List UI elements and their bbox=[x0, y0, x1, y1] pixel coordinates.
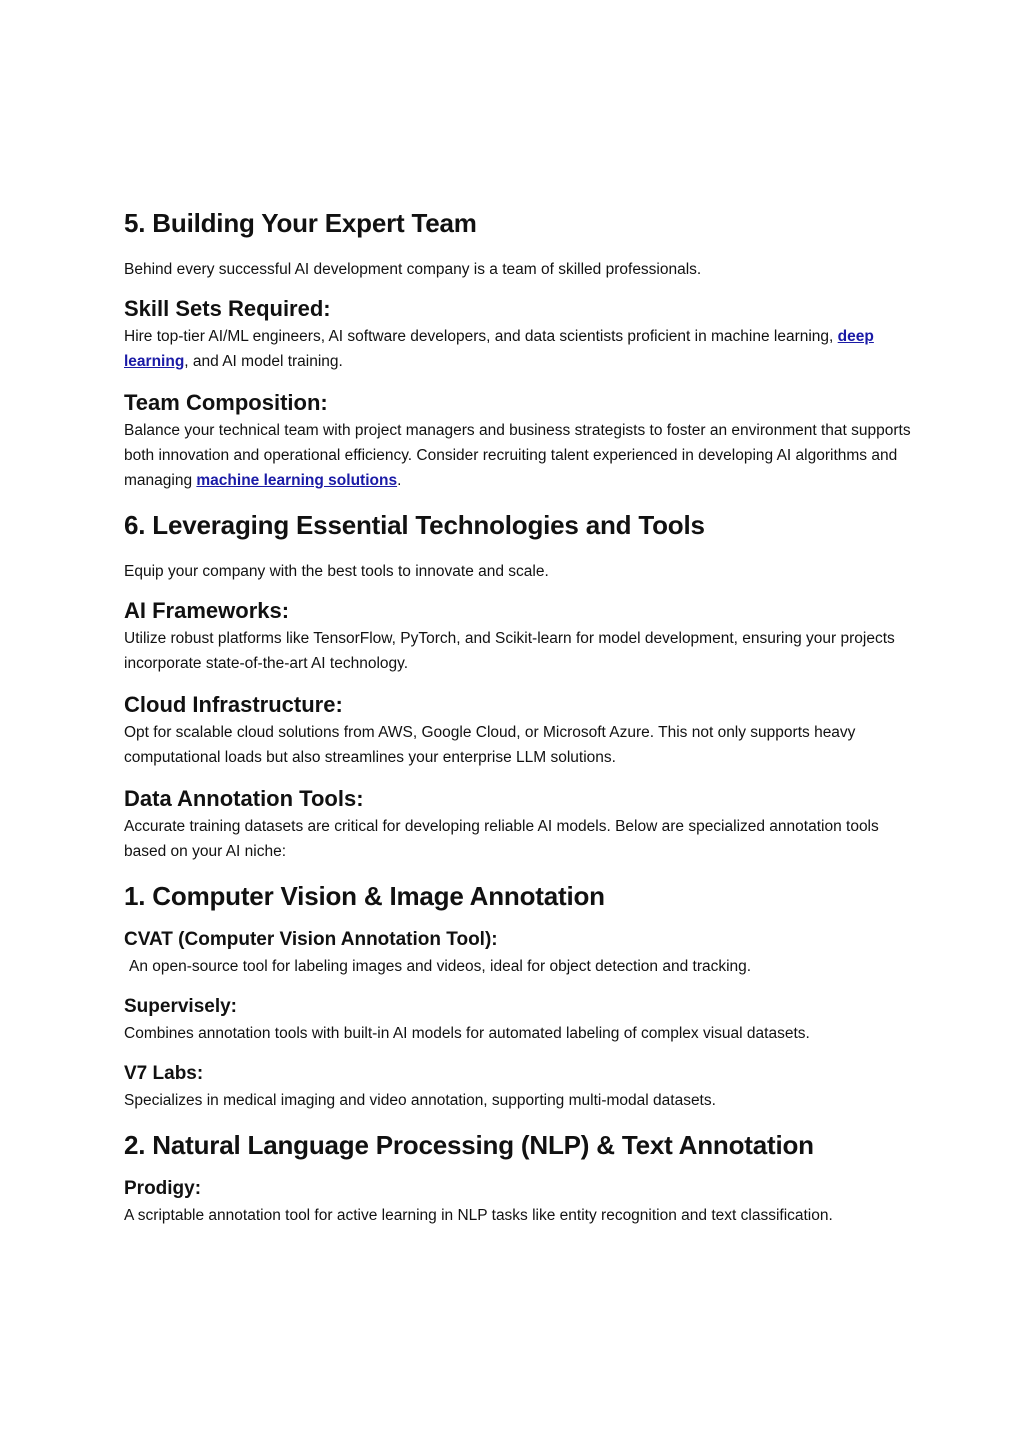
v7-labs-name: V7 Labs bbox=[124, 1063, 197, 1084]
prodigy-paragraph: A scriptable annotation tool for active learning in NLP tasks like entity recognition and text classification. bbox=[124, 1207, 833, 1224]
cvat-name: CVAT (Computer Vision Annotation Tool) bbox=[124, 929, 492, 950]
supervisely-colon: : bbox=[230, 996, 237, 1017]
data-annotation-tools-paragraph: Accurate training datasets are critical for developing reliable AI models. Below are specialized annotation tools based on your AI niche: bbox=[124, 818, 879, 860]
data-annotation-tools-heading: Data Annotation Tools: bbox=[124, 786, 364, 811]
cloud-infrastructure-heading: Cloud Infrastructure: bbox=[124, 692, 343, 717]
prodigy-heading bbox=[124, 1175, 914, 1203]
document-page bbox=[124, 205, 914, 1228]
prodigy-name: Prodigy bbox=[124, 1178, 195, 1199]
ai-frameworks-paragraph: Utilize robust platforms like TensorFlow, PyTorch, and Scikit-learn for model development, ensuring your projects incorporate state-of-the-art AI technology. bbox=[124, 630, 895, 672]
section-5-heading: 5. Building Your Expert Team bbox=[124, 208, 477, 238]
v7-labs-heading bbox=[124, 1060, 914, 1088]
cvat-colon: : bbox=[491, 929, 498, 950]
machine-learning-solutions-link[interactable]: machine learning solutions bbox=[196, 472, 398, 489]
cloud-infrastructure-paragraph: Opt for scalable cloud solutions from AWS, Google Cloud, or Microsoft Azure. This not only supports heavy computational loads but also streamlines your enterprise LLM solutions. bbox=[124, 724, 856, 766]
skill-sets-text-1: Hire top-tier AI/ML engineers, AI software developers, and data scientists proficient in machine learning, bbox=[124, 328, 838, 345]
cvat-paragraph: An open-source tool for labeling images and videos, ideal for object detection and tracking. bbox=[129, 958, 752, 975]
skill-sets-text-2: , and AI model training. bbox=[184, 353, 343, 370]
skill-sets-heading: Skill Sets Required: bbox=[124, 296, 331, 321]
ai-frameworks-heading: AI Frameworks: bbox=[124, 598, 290, 623]
v7-labs-colon: : bbox=[196, 1063, 204, 1084]
team-composition-text-2: . bbox=[397, 472, 402, 489]
team-composition-heading: Team Composition: bbox=[124, 390, 328, 415]
section-6-intro: Equip your company with the best tools to innovate and scale. bbox=[124, 563, 549, 580]
skill-sets-paragraph bbox=[124, 324, 914, 374]
prodigy-colon: : bbox=[194, 1178, 202, 1199]
supervisely-paragraph: Combines annotation tools with built-in AI models for automated labeling of complex visual datasets. bbox=[124, 1025, 810, 1042]
nlp-heading: 2. Natural Language Processing (NLP) & Text Annotation bbox=[124, 1130, 814, 1160]
v7-labs-paragraph: Specializes in medical imaging and video annotation, supporting multi-modal datasets. bbox=[124, 1092, 716, 1109]
deep-learning-link[interactable]: deep learning bbox=[124, 328, 874, 370]
team-composition-text-1: Balance your technical team with project managers and business strategists to foster an environment that supports both innovation and operational efficiency. Consider recruiting talent experienced in developing AI algorithms and managing bbox=[124, 422, 911, 489]
section-5-intro: Behind every successful AI development company is a team of skilled professionals. bbox=[124, 261, 702, 278]
section-6-heading: 6. Leveraging Essential Technologies and Tools bbox=[124, 510, 705, 540]
cvat-heading bbox=[124, 926, 914, 954]
computer-vision-heading: 1. Computer Vision & Image Annotation bbox=[124, 881, 605, 911]
supervisely-name: Supervisely bbox=[124, 996, 231, 1017]
team-composition-paragraph bbox=[124, 418, 914, 493]
supervisely-heading bbox=[124, 993, 914, 1021]
